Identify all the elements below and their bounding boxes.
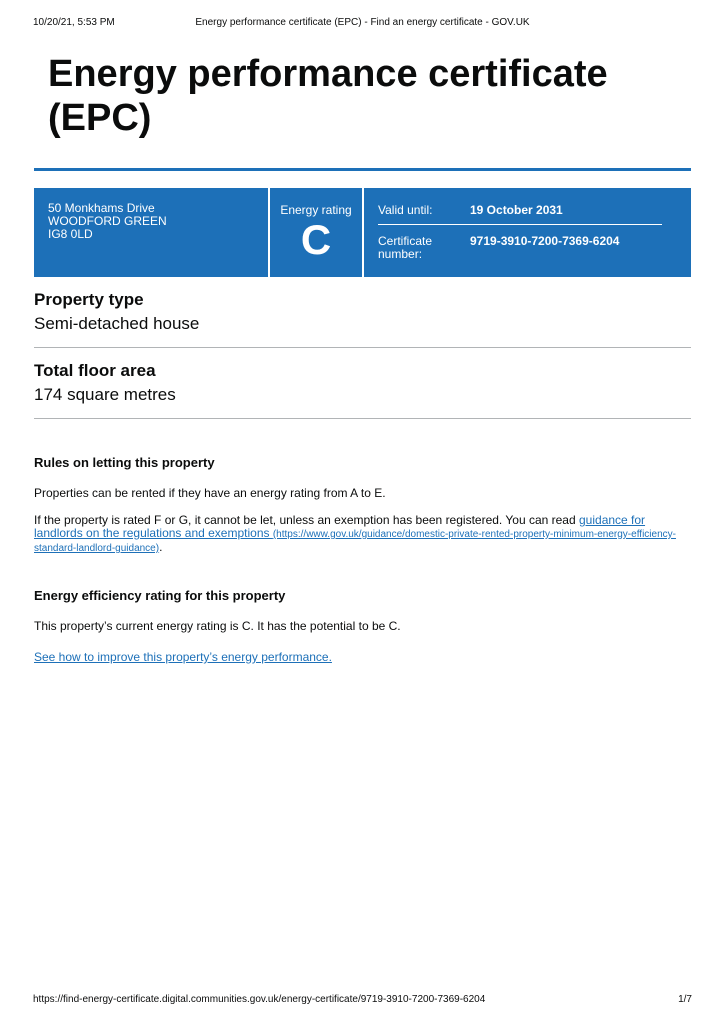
valid-until-label: Valid until: <box>378 203 433 217</box>
landlord-guidance-url: (https://www.gov.uk/guidance/domestic-private-rented-property-minimum-energy-efficiency-standard-landlord-guidance) <box>34 529 676 554</box>
floor-area-label: Total floor area <box>34 361 156 380</box>
letting-rules-heading: Rules on letting this property <box>34 455 215 470</box>
section-rule <box>34 418 691 419</box>
details-separator <box>378 224 662 225</box>
improve-performance-link[interactable]: See how to improve this property’s energy performance. <box>34 650 332 664</box>
energy-rating-label: Energy rating <box>280 203 352 217</box>
valid-until-value: 19 October 2031 <box>470 203 563 217</box>
letting-exemption-text <box>34 514 691 555</box>
improve-performance-paragraph <box>34 651 691 664</box>
print-footer-url: https://find-energy-certificate.digital.communities.gov.uk/energy-certificate/9719-3910-7200-7369-6204 <box>33 994 486 1005</box>
property-address <box>48 202 268 241</box>
address-line-2: WOODFORD GREEN <box>48 214 167 228</box>
letting-exemption-intro: If the property is rated F or G, it cannot be let, unless an exemption has been registered. You can read <box>34 513 579 527</box>
summary-divider <box>362 188 364 277</box>
certificate-details <box>378 188 662 277</box>
page-title: Energy performance certificate (EPC) <box>48 53 608 139</box>
certificate-number-label-2: number: <box>378 247 423 261</box>
certificate-number-value: 9719-3910-7200-7369-6204 <box>470 234 620 248</box>
landlord-guidance-link[interactable]: guidance for landlords on the regulations and exemptions (https://www.gov.uk/guidance/domestic-private-rented-property-minimum-energy-efficiency-standard-landlord-guidance) <box>34 513 676 554</box>
print-page-number: 1/7 <box>678 994 692 1005</box>
property-type-label: Property type <box>34 290 144 309</box>
efficiency-heading: Energy efficiency rating for this property <box>34 588 286 603</box>
energy-rating-letter: C <box>300 216 332 263</box>
floor-area-value: 174 square metres <box>34 385 176 404</box>
print-datetime: 10/20/21, 5:53 PM <box>33 17 115 28</box>
print-footer <box>33 994 692 1008</box>
print-page-title: Energy performance certificate (EPC) - Find an energy certificate - GOV.UK <box>195 17 530 28</box>
title-rule <box>34 168 691 171</box>
letting-rules-text: Properties can be rented if they have an energy rating from A to E. <box>34 486 386 500</box>
print-header <box>33 17 692 31</box>
property-type <box>34 290 691 334</box>
address-line-1: 50 Monkhams Drive <box>48 201 155 215</box>
letting-exemption-end: . <box>159 540 163 554</box>
total-floor-area <box>34 361 691 405</box>
efficiency-text: This property’s current energy rating is C. It has the potential to be C. <box>34 619 401 633</box>
certificate-number-label-1: Certificate <box>378 234 433 248</box>
epc-summary-panel <box>34 188 691 277</box>
property-type-value: Semi-detached house <box>34 314 200 333</box>
section-rule <box>34 347 691 348</box>
energy-rating-box <box>270 188 362 277</box>
address-line-3: IG8 0LD <box>48 227 93 241</box>
